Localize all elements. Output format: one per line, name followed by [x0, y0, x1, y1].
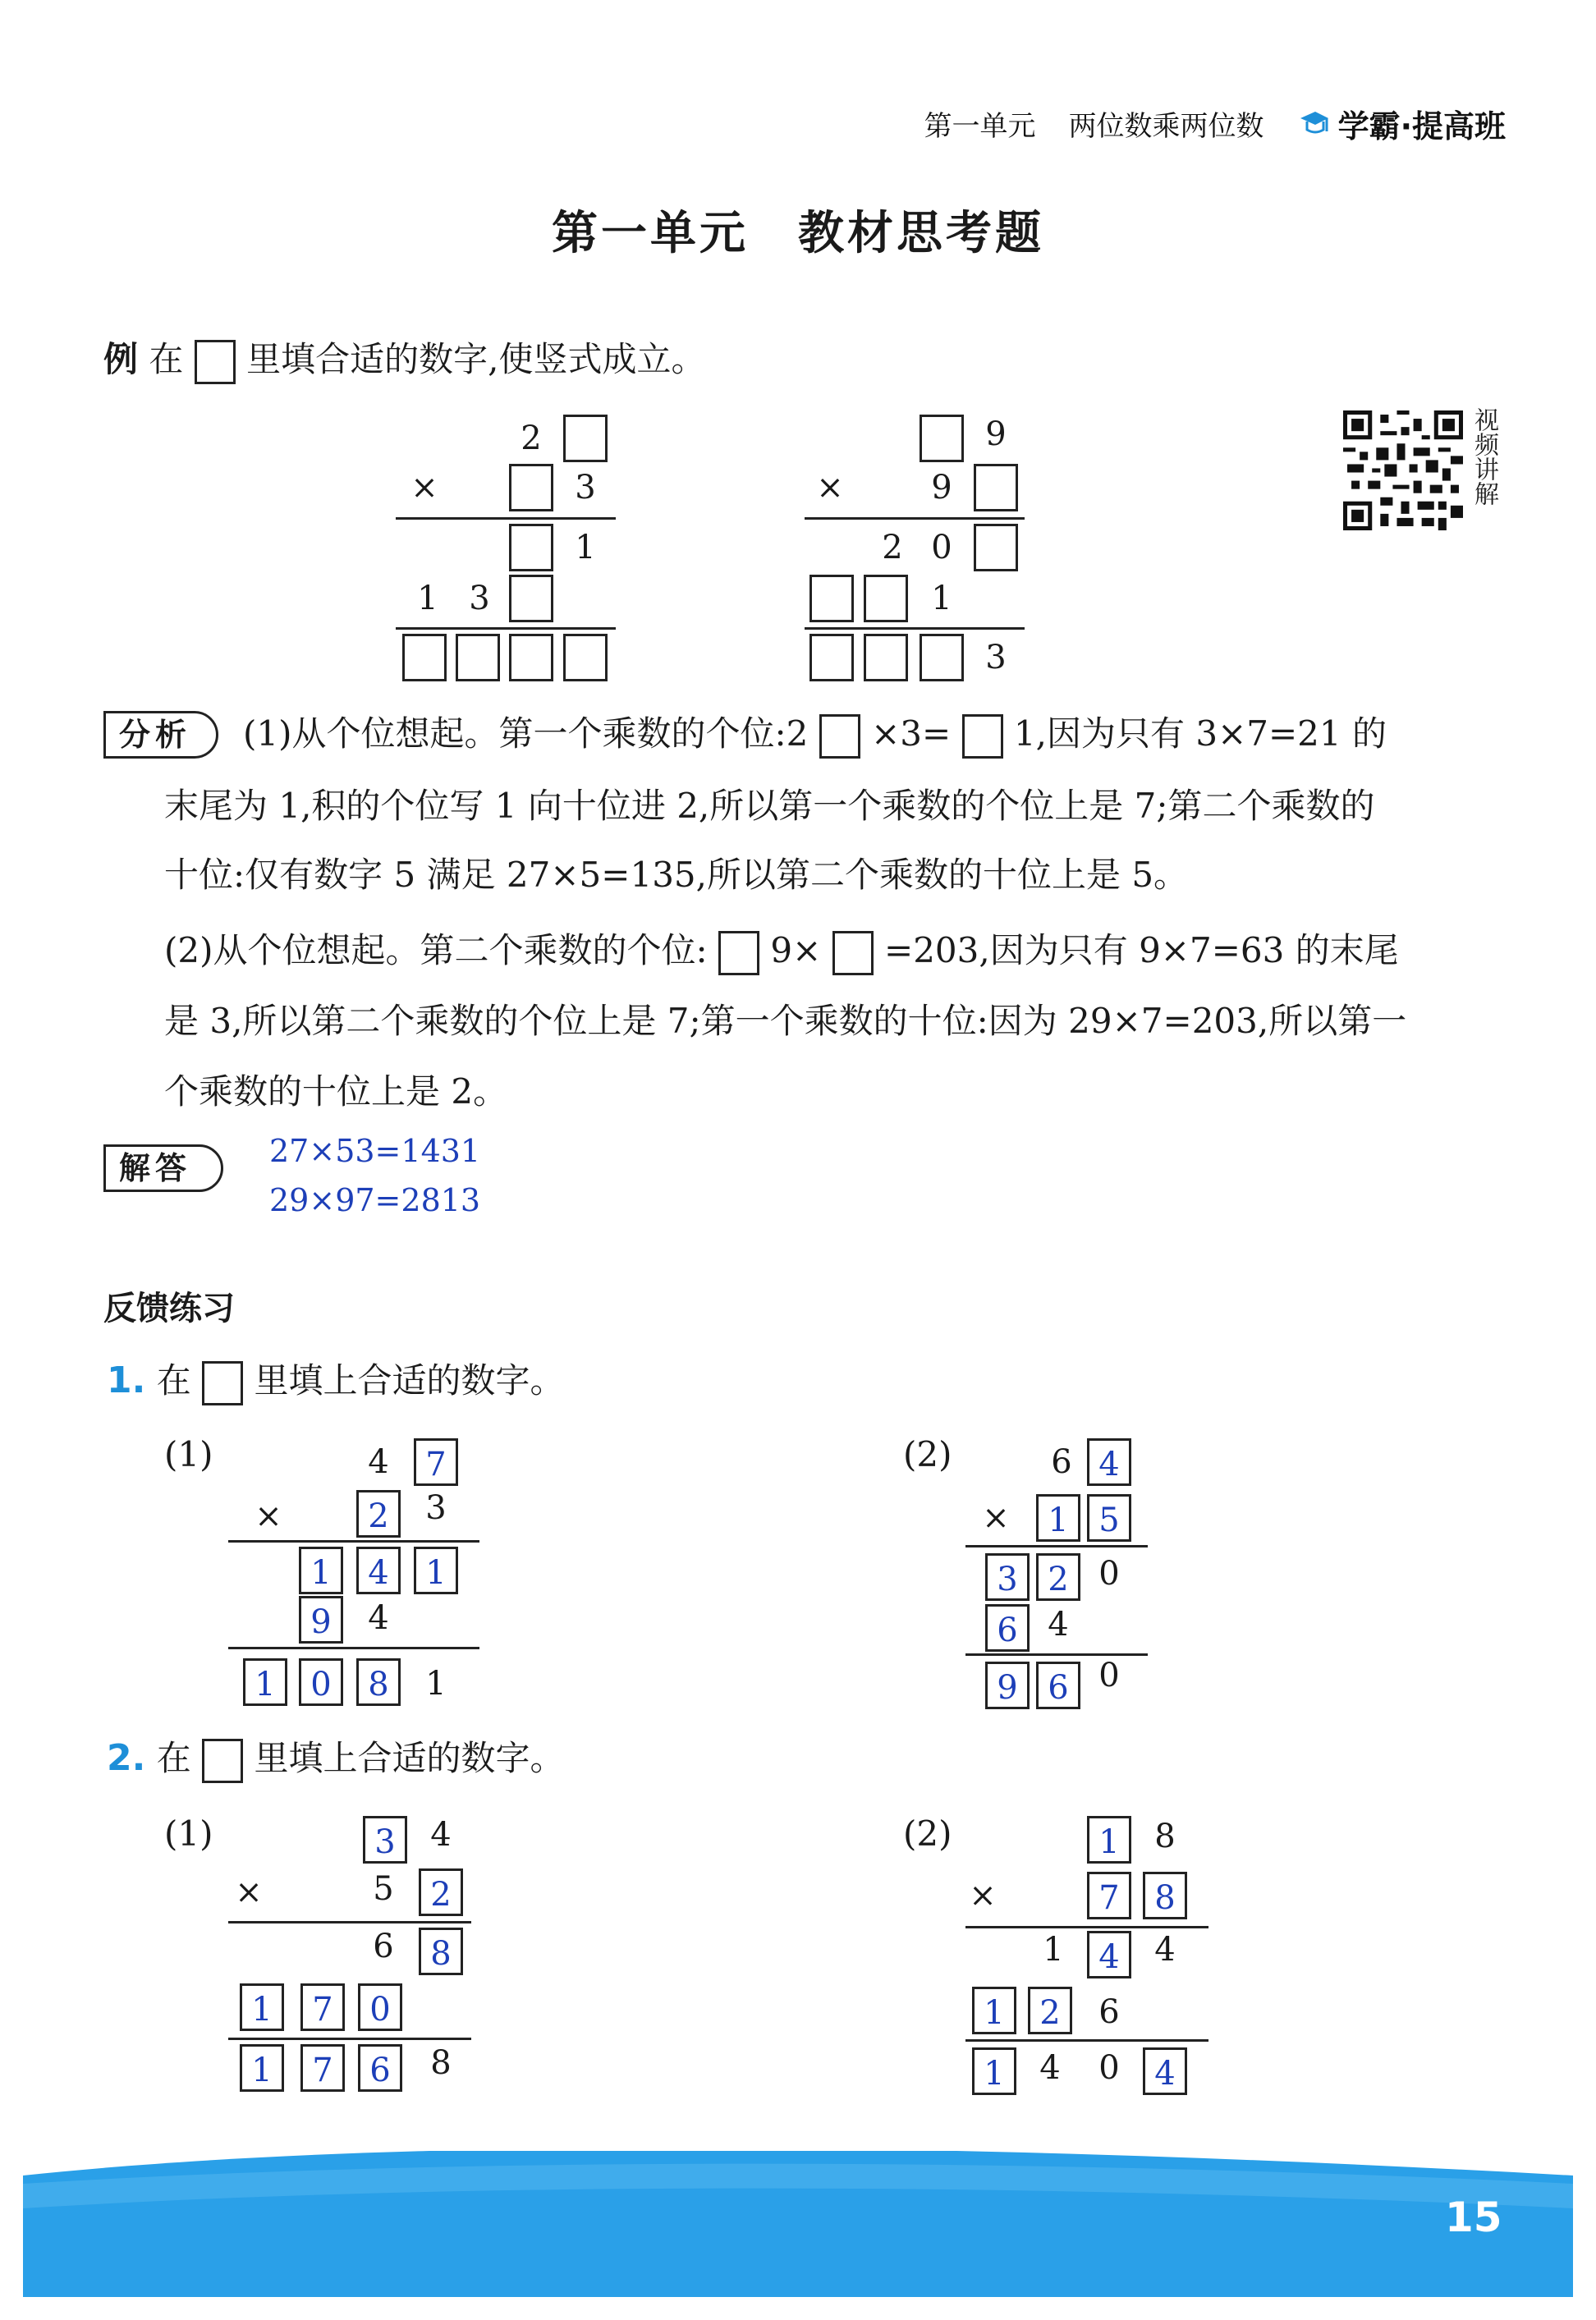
- answer-box[interactable]: 1: [1036, 1494, 1080, 1542]
- blank-box: [718, 931, 759, 975]
- header-brand: [1297, 101, 1506, 146]
- divider: [965, 1545, 1148, 1547]
- answer-box[interactable]: 7: [1087, 1872, 1131, 1919]
- times-sign: ×: [969, 1877, 997, 1914]
- times-sign: ×: [235, 1873, 263, 1911]
- digit: 3: [425, 1489, 447, 1527]
- blank-box[interactable]: [864, 575, 908, 622]
- blank-box[interactable]: [920, 415, 964, 462]
- answer-box[interactable]: 8: [356, 1658, 401, 1706]
- blank-box[interactable]: [509, 575, 553, 622]
- answer-box[interactable]: 4: [1087, 1931, 1131, 1978]
- blank-box[interactable]: [864, 634, 908, 681]
- answer-box[interactable]: 1: [243, 1658, 287, 1706]
- answer-box[interactable]: 4: [1087, 1438, 1131, 1486]
- question-1-prompt: [107, 1355, 564, 1407]
- digit: 6: [1051, 1443, 1072, 1481]
- divider: [228, 1647, 479, 1649]
- question-text: 在: [156, 1738, 191, 1778]
- blank-box[interactable]: [402, 634, 447, 681]
- digit: 4: [368, 1443, 389, 1481]
- question-number: 2.: [107, 1737, 146, 1779]
- analysis-line-1: [243, 708, 1387, 760]
- analysis-text: 1,因为只有 3×7=21 的: [1013, 713, 1387, 754]
- divider: [228, 1540, 479, 1543]
- digit: 5: [373, 1870, 394, 1908]
- part-label: (1): [164, 1813, 213, 1854]
- qr-code[interactable]: [1343, 410, 1463, 534]
- part-label: (1): [164, 1434, 213, 1474]
- solution-answer-2: 29×97=2813: [269, 1182, 481, 1218]
- answer-box[interactable]: 7: [414, 1438, 458, 1486]
- digit: 3: [985, 639, 1007, 676]
- page-title: 第一单元 教材思考题: [552, 207, 1044, 260]
- digit: 9: [985, 415, 1007, 453]
- digit: 0: [1098, 2049, 1120, 2087]
- blank-box: [202, 1361, 243, 1405]
- digit: 8: [1154, 1818, 1176, 1855]
- header-topic: 两位数乘两位数: [1068, 109, 1264, 143]
- divider: [396, 627, 616, 630]
- answer-box[interactable]: 9: [985, 1662, 1030, 1709]
- digit: 6: [1098, 1993, 1120, 2031]
- analysis-text: =203,因为只有 9×7=63 的末尾: [884, 930, 1399, 970]
- digit: 4: [1039, 2049, 1061, 2087]
- digit: 6: [373, 1928, 394, 1965]
- digit: 1: [425, 1665, 447, 1703]
- answer-box[interactable]: 0: [299, 1658, 343, 1706]
- analysis-line-4: [164, 924, 1399, 977]
- answer-box[interactable]: 1: [240, 2044, 284, 2092]
- digit: 3: [469, 580, 490, 617]
- answer-box[interactable]: 4: [1143, 2047, 1187, 2095]
- answer-box[interactable]: 0: [358, 1983, 402, 2031]
- digit: 0: [1098, 1555, 1120, 1593]
- analysis-text: (2)从个位想起。第二个乘数的个位:: [164, 930, 708, 970]
- divider: [228, 1921, 471, 1923]
- digit: 1: [575, 529, 596, 566]
- blank-box[interactable]: [974, 464, 1018, 511]
- digit: 0: [931, 529, 952, 566]
- answer-box[interactable]: 6: [358, 2044, 402, 2092]
- answer-box[interactable]: 6: [985, 1604, 1030, 1652]
- solution-tag: 解答: [103, 1144, 223, 1192]
- digit: 4: [430, 1816, 452, 1854]
- answer-box[interactable]: 9: [299, 1596, 343, 1644]
- digit: 4: [368, 1599, 389, 1637]
- example-prompt-post: 里填合适的数字,使竖式成立。: [246, 339, 706, 379]
- answer-box[interactable]: 8: [1143, 1872, 1187, 1919]
- question-text: 在: [156, 1360, 191, 1401]
- digit: 2: [521, 420, 542, 457]
- answer-box[interactable]: 6: [1036, 1662, 1080, 1709]
- blank-box[interactable]: [509, 524, 553, 571]
- page-header: [924, 99, 1506, 148]
- answer-box[interactable]: 2: [1028, 1987, 1072, 2034]
- answer-box[interactable]: 1: [972, 2047, 1016, 2095]
- blank-box[interactable]: [809, 634, 854, 681]
- times-sign: ×: [255, 1497, 282, 1535]
- answer-box[interactable]: 3: [363, 1816, 407, 1864]
- question-text: 里填上合适的数字。: [254, 1738, 565, 1778]
- answer-box[interactable]: 2: [1036, 1553, 1080, 1601]
- answer-box[interactable]: 1: [972, 1987, 1016, 2034]
- blank-box[interactable]: [456, 634, 500, 681]
- answer-box[interactable]: 7: [300, 1983, 345, 2031]
- divider: [965, 2039, 1208, 2042]
- answer-box[interactable]: 2: [419, 1868, 463, 1916]
- digit: 4: [1048, 1606, 1069, 1644]
- analysis-line-5: 是 3,所以第二个乘数的个位上是 7;第一个乘数的十位:因为 29×7=203,所以第一: [164, 1001, 1407, 1041]
- blank-box[interactable]: [563, 634, 608, 681]
- blank-box[interactable]: [809, 575, 854, 622]
- example-label: 例: [103, 339, 139, 379]
- blank-box[interactable]: [920, 634, 964, 681]
- digit: 1: [417, 580, 438, 617]
- blank-box: [202, 1739, 243, 1783]
- analysis-line-3: 十位:仅有数字 5 满足 27×5=135,所以第二个乘数的十位上是 5。: [164, 855, 1189, 895]
- times-sign: ×: [410, 469, 438, 507]
- practice-heading: 反馈练习: [103, 1290, 235, 1327]
- digit: 1: [1043, 1931, 1064, 1969]
- blank-box[interactable]: [509, 464, 553, 511]
- divider: [805, 627, 1025, 630]
- question-2-prompt: [107, 1732, 564, 1785]
- graduation-cap-icon: [1297, 107, 1330, 140]
- part-label: (2): [903, 1434, 952, 1474]
- analysis-line-6: 个乘数的十位上是 2。: [164, 1071, 508, 1112]
- solution-answer-1: 27×53=1431: [269, 1133, 481, 1169]
- digit: 2: [882, 529, 903, 566]
- analysis-text: 9×: [770, 930, 822, 970]
- blank-box[interactable]: [563, 415, 608, 462]
- qr-caption: 视频讲解: [1470, 407, 1498, 506]
- example-prompt-pre: 在: [149, 339, 184, 379]
- digit: 0: [1098, 1657, 1120, 1694]
- qr-code-icon: [1343, 410, 1463, 530]
- analysis-text: ×3=: [871, 713, 952, 754]
- digit: 8: [430, 2044, 452, 2082]
- answer-box[interactable]: 1: [240, 1983, 284, 2031]
- answer-box[interactable]: 5: [1087, 1494, 1131, 1542]
- answer-box[interactable]: 3: [985, 1553, 1030, 1601]
- question-text: 里填上合适的数字。: [254, 1360, 565, 1401]
- page-number: 15: [1445, 2194, 1502, 2241]
- answer-box[interactable]: 2: [356, 1490, 401, 1538]
- part-label: (2): [903, 1813, 952, 1854]
- brand-text: 学霸·提高班: [1337, 108, 1506, 144]
- question-number: 1.: [107, 1359, 146, 1401]
- times-sign: ×: [816, 469, 844, 507]
- divider: [805, 517, 1025, 520]
- blank-box[interactable]: [509, 634, 553, 681]
- blank-box: [195, 340, 236, 384]
- blank-box[interactable]: [974, 524, 1018, 571]
- answer-box[interactable]: 1: [1087, 1816, 1131, 1864]
- digit: 9: [931, 469, 952, 507]
- answer-box[interactable]: 8: [419, 1928, 463, 1975]
- blank-box: [962, 714, 1003, 759]
- analysis-text: (1)从个位想起。第一个乘数的个位:2: [243, 713, 809, 754]
- times-sign: ×: [982, 1499, 1010, 1537]
- digit: 1: [931, 580, 952, 617]
- example-prompt: [103, 333, 705, 386]
- answer-box[interactable]: 1: [414, 1547, 458, 1594]
- digit: 4: [1154, 1931, 1176, 1969]
- blank-box: [819, 714, 860, 759]
- analysis-tag: 分析: [103, 711, 218, 759]
- divider: [396, 517, 616, 520]
- wave-shape: [0, 2151, 1596, 2317]
- blank-box: [832, 931, 874, 975]
- digit: 3: [575, 469, 596, 507]
- analysis-line-2: 末尾为 1,积的个位写 1 向十位进 2,所以第一个乘数的个位上是 7;第二个乘数的: [164, 786, 1375, 826]
- answer-box[interactable]: 7: [300, 2044, 345, 2092]
- header-unit: 第一单元: [924, 109, 1036, 143]
- answer-box[interactable]: 1: [299, 1547, 343, 1594]
- answer-box[interactable]: 4: [356, 1547, 401, 1594]
- footer-wave: [0, 2151, 1596, 2317]
